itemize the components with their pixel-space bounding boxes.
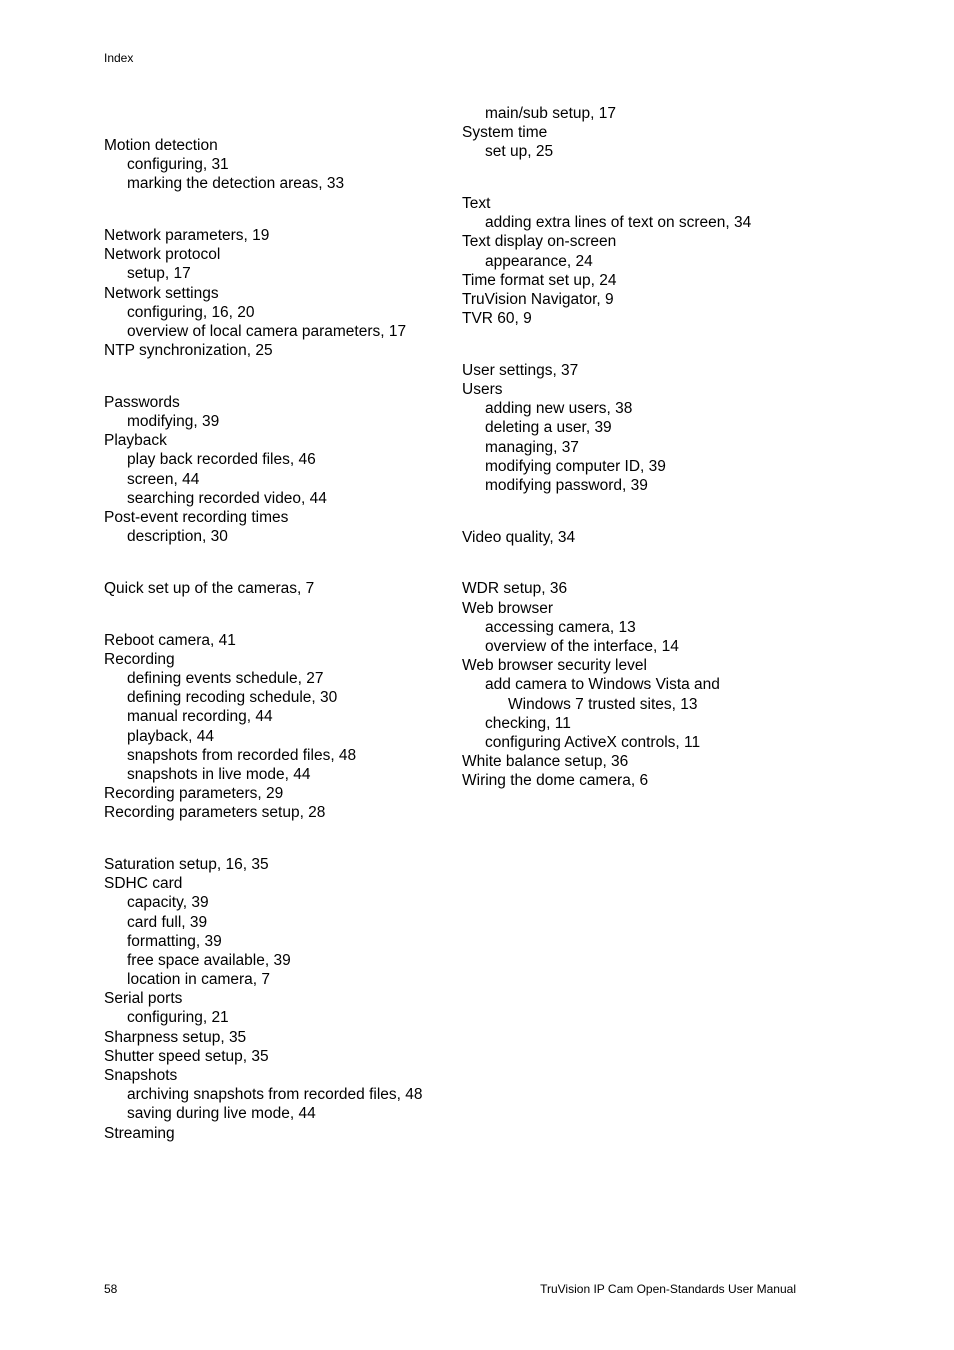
index-subentry: play back recorded files, 46 [127,451,316,469]
index-subentry: free space available, 39 [127,951,291,969]
index-group-gap [462,547,842,580]
index-subentry: formatting, 39 [127,932,222,950]
index-group-gap [462,495,842,528]
index-column-left [104,136,454,1143]
index-subentry: screen, 44 [127,470,200,488]
index-column-right [462,104,842,790]
document-title: TruVision IP Cam Open-Standards User Manual [540,1282,796,1296]
index-group-gap [104,822,454,855]
index-entry: Playback [104,432,167,450]
index-subentry: location in camera, 7 [127,971,271,989]
index-subentry: Windows 7 trusted sites, 13 [508,695,698,713]
index-entry: Serial ports [104,990,183,1008]
index-subentry: configuring, 21 [127,1009,229,1027]
index-subentry: description, 30 [127,528,228,546]
index-entry: NTP synchronization, 25 [104,342,273,360]
index-subentry: adding extra lines of text on screen, 34 [485,214,752,232]
index-subentry: appearance, 24 [485,252,593,270]
index-subentry: saving during live mode, 44 [127,1105,316,1123]
index-subentry: overview of local camera parameters, 17 [127,323,407,340]
index-subentry: marking the detection areas, 33 [127,175,345,193]
index-entry: Network settings [104,284,219,302]
index-entry: SDHC card [104,875,183,893]
index-subentry: archiving snapshots from recorded files, 48 [127,1086,423,1104]
index-group-gap [462,162,842,195]
index-entry: Wiring the dome camera, 6 [462,772,649,790]
index-subentry: set up, 25 [485,143,554,161]
index-entry: Shutter speed setup, 35 [104,1047,269,1065]
index-entry: Text display on-screen [462,233,617,251]
index-entry: Users [462,381,503,399]
index-subentry: configuring, 31 [127,156,229,174]
index-group-gap [104,360,454,393]
index-entry: Network protocol [104,246,221,264]
index-subentry: modifying password, 39 [485,477,648,494]
index-entry: Text [462,195,491,213]
index-group-gap [104,598,454,631]
index-group-gap [104,546,454,579]
index-entry: Sharpness setup, 35 [104,1028,247,1046]
index-entry: Recording parameters setup, 28 [104,804,326,822]
index-subentry: managing, 37 [485,438,579,456]
index-entry: Saturation setup, 16, 35 [104,855,269,873]
running-header: Index [104,51,134,65]
index-subentry: snapshots from recorded files, 48 [127,746,357,764]
index-subentry: searching recorded video, 44 [127,489,327,507]
index-entry: Streaming [104,1124,175,1142]
index-subentry: accessing camera, 13 [485,618,636,636]
index-entry: Recording [104,650,175,668]
index-subentry: checking, 11 [485,714,571,732]
index-entry: Time format set up, 24 [462,271,617,289]
index-entry: Video quality, 34 [462,528,576,546]
index-subentry: playback, 44 [127,727,215,745]
index-subentry: card full, 39 [127,913,208,931]
index-entry: WDR setup, 36 [462,580,568,598]
index-subentry: snapshots in live mode, 44 [127,765,311,783]
index-group-gap [104,194,454,227]
index-subentry: setup, 17 [127,265,191,283]
index-entry: TruVision Navigator, 9 [462,291,614,308]
index-subentry: defining events schedule, 27 [127,669,324,687]
index-entry: User settings, 37 [462,361,579,379]
index-subentry: configuring ActiveX controls, 11 [485,733,701,751]
page-number: 58 [104,1282,118,1296]
index-subentry: overview of the interface, 14 [485,637,679,655]
index-subentry: defining recoding schedule, 30 [127,689,338,707]
index-group-gap [462,328,842,361]
index-subentry: modifying computer ID, 39 [485,457,666,475]
index-subentry: main/sub setup, 17 [485,105,616,122]
index-entry: White balance setup, 36 [462,753,629,771]
index-entry: Network parameters, 19 [104,227,270,245]
index-entry: Motion detection [104,137,218,154]
index-entry: Reboot camera, 41 [104,631,236,649]
index-entry: Passwords [104,393,180,411]
index-entry: Snapshots [104,1067,178,1084]
index-entry: Web browser [462,599,554,617]
index-entry: Recording parameters, 29 [104,785,284,803]
index-subentry: manual recording, 44 [127,708,273,726]
index-entry: TVR 60, 9 [462,310,532,328]
index-entry: Post-event recording times [104,509,289,526]
index-entry: Quick set up of the cameras, 7 [104,579,315,597]
index-subentry: add camera to Windows Vista and [485,676,720,694]
index-subentry: adding new users, 38 [485,400,633,418]
index-subentry: configuring, 16, 20 [127,303,255,321]
index-subentry: modifying, 39 [127,413,220,431]
index-subentry: deleting a user, 39 [485,419,612,437]
index-entry: Web browser security level [462,657,647,675]
index-entry: System time [462,124,548,142]
index-subentry: capacity, 39 [127,894,209,912]
